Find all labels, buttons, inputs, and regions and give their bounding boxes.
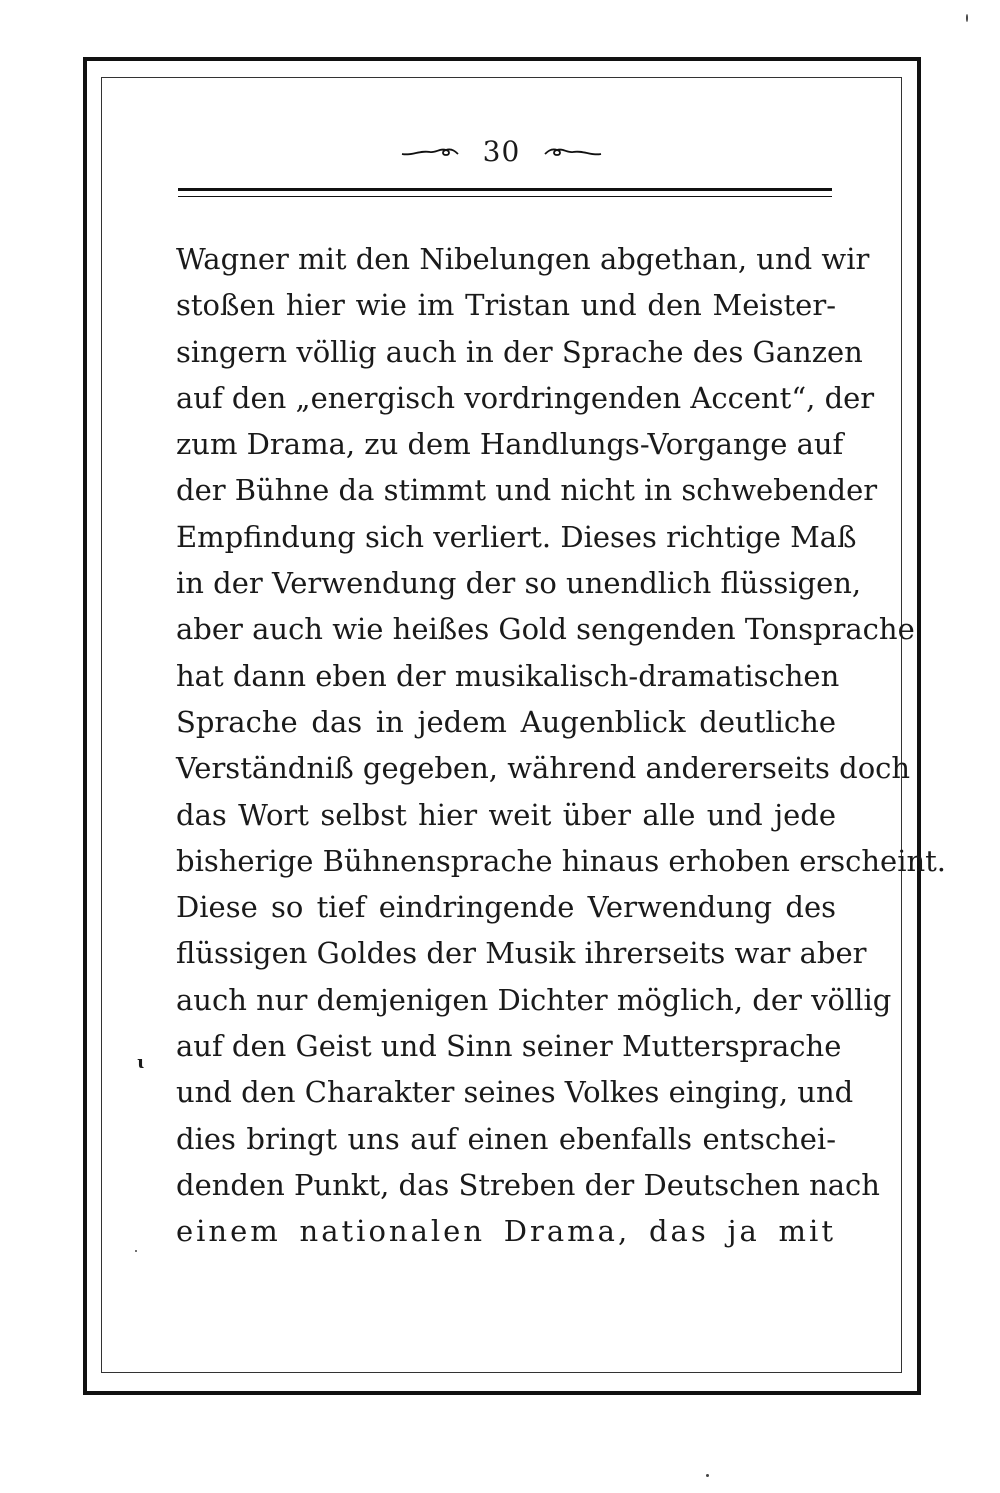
text-line: Diese so tief eindringende Verwendung des: [176, 890, 836, 925]
text-line: singern völlig auch in der Sprache des Ganzen: [176, 334, 863, 369]
text-line: zum Drama, zu dem Handlungs-Vorgange auf: [176, 427, 844, 462]
text-line: flüssigen Goldes der Musik ihrerseits war aber: [176, 936, 867, 971]
text-line: stoßen hier wie im Tristan und den Meister-: [176, 288, 836, 323]
text-line: auf den Geist und Sinn seiner Muttersprache: [176, 1029, 842, 1064]
text-line: und den Charakter seines Volkes einging, und: [176, 1075, 854, 1110]
body-text: [176, 236, 947, 1255]
text-line: Wagner mit den Nibelungen abgethan, und wir: [176, 242, 870, 276]
text-line: Empfindung sich verliert. Dieses richtige Maß: [176, 519, 857, 554]
right-flourish-icon: [543, 142, 603, 162]
text-line: aber auch wie heißes Gold sengenden Tonsprache: [176, 612, 915, 647]
text-line: einem nationalen Drama, das ja mit: [176, 1214, 836, 1249]
page-header: [101, 128, 902, 172]
text-line: hat dann eben der musikalisch-dramatischen: [176, 658, 840, 693]
header-rule-thin: [178, 196, 832, 197]
text-line: denden Punkt, das Streben der Deutschen nach: [176, 1167, 880, 1202]
text-line: auf den „energisch vordringenden Accent“, der: [176, 380, 875, 415]
text-line: Sprache das in jedem Augenblick deutliche: [176, 704, 836, 739]
scan-speck: [706, 1474, 709, 1477]
scan-speck: [966, 14, 968, 22]
page-number: 30: [482, 134, 521, 168]
text-line: in der Verwendung der so unendlich flüssigen,: [176, 566, 862, 601]
scan-speck: [135, 1250, 137, 1252]
text-line: dies bringt uns auf einen ebenfalls entschei-: [176, 1121, 836, 1156]
left-flourish-icon: [400, 142, 460, 162]
text-line: der Bühne da stimmt und nicht in schwebender: [176, 473, 878, 508]
text-line: Verständniß gegeben, während andererseits doch: [176, 751, 911, 786]
text-line: bisherige Bühnensprache hinaus erhoben erscheint.: [176, 843, 947, 878]
text-line: das Wort selbst hier weit über alle und jede: [176, 797, 836, 832]
margin-mark: ɩ: [137, 1052, 144, 1073]
header-rule-thick: [178, 188, 832, 191]
text-line: auch nur demjenigen Dichter möglich, der völlig: [176, 982, 892, 1017]
